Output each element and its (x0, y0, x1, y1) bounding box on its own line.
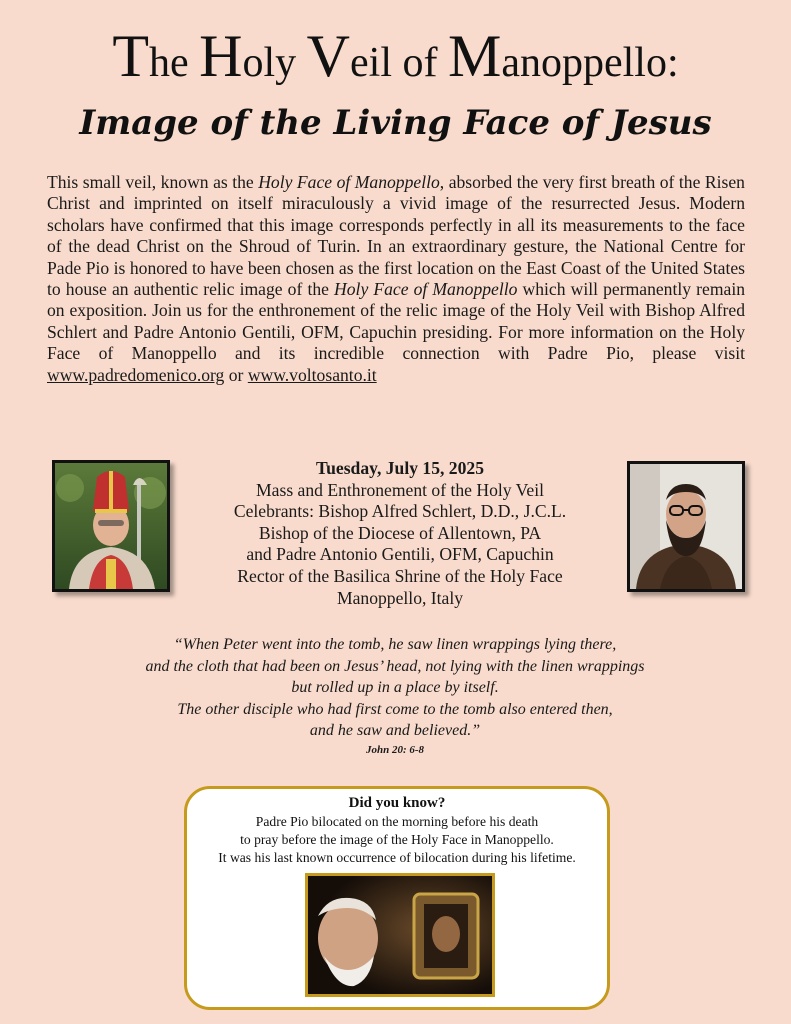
title-word-holy: oly (242, 40, 297, 86)
intro-text-1: This small veil, known as the (47, 172, 259, 192)
title-initial-v: V (306, 23, 351, 89)
title-word-the: he (149, 40, 189, 86)
quote-line-1: “When Peter went into the tomb, he saw linen wrappings lying there, (173, 636, 617, 653)
page-title (0, 23, 791, 89)
padre-pio-image (308, 876, 492, 994)
bishop-portrait (55, 463, 167, 589)
event-line-6: Manoppello, Italy (336, 587, 464, 608)
did-you-know-line-1: Padre Pio bilocated on the morning before his death (255, 814, 539, 829)
did-you-know-title: Did you know? (348, 795, 446, 811)
title-initial-h: H (199, 23, 243, 89)
quote-line-3: but rolled up in a place by itself. (291, 679, 499, 696)
title-word-manoppello: anoppello: (501, 40, 679, 86)
intro-text-3: which will permanently remain on exposition. Join us for the enthronement of the relic image of the Holy Veil with Bishop Alfred Schlert and Padre Antonio Gentili, OFM, Capuchin presiding. For more information on the Holy Face of Manoppello and its incredible connection with Padre Pio, please visit (47, 279, 745, 364)
intro-paragraph (47, 172, 745, 386)
padredomenico-link[interactable]: www.padredomenico.org (47, 364, 225, 385)
friar-portrait (630, 464, 742, 589)
quote-line-4: The other disciple who had first come to the tomb also entered then, (177, 700, 613, 718)
event-line-5: Rector of the Basilica Shrine of the Holy Face (237, 565, 563, 586)
title-word-veil-of: eil of (350, 40, 438, 86)
padre-pio-holy-face-photo (305, 873, 495, 997)
intro-holy-face-2: Holy Face of Manoppello (334, 279, 518, 300)
title-initial-t: T (112, 23, 149, 89)
event-line-4: and Padre Antonio Gentili, OFM, Capuchin (246, 544, 554, 565)
event-details (180, 458, 620, 609)
quote-line-2: and the cloth that had been on Jesus’ head, not lying with the linen wrappings (145, 657, 645, 675)
did-you-know-box (184, 786, 610, 1010)
quote-citation: John 20: 6-8 (365, 743, 425, 756)
event-date: Tuesday, July 15, 2025 (315, 458, 484, 478)
intro-holy-face-1: Holy Face of Manoppello (258, 172, 440, 192)
did-you-know-line-3: It was his last known occurrence of bilocation during his lifetime. (218, 850, 576, 865)
quote-line-5: and he saw and believed.” (309, 722, 481, 739)
bishop-photo (52, 460, 170, 592)
did-you-know-text (187, 813, 607, 867)
page-subtitle: Image of the Living Face of Jesus (79, 103, 712, 143)
voltosanto-link[interactable]: www.voltosanto.it (247, 364, 377, 385)
event-line-3: Bishop of the Diocese of Allentown, PA (258, 522, 542, 543)
title-initial-m: M (447, 23, 502, 89)
intro-text-2: , absorbed the very first breath of the Risen Christ and imprinted on itself miraculously a vivid image of the resurrected Jesus. Modern scholars have confirmed that this image corresponds perfectly in all its measurements to the face of the dead Christ on the Shroud of Turin. In an extraordinary gesture, the National Centre for Pade Pio is honored to have been chosen as the first location on the East Coast of the United States to house an authentic relic image of the (47, 172, 745, 300)
scripture-quote (80, 634, 710, 758)
friar-photo (627, 461, 745, 592)
event-line-2: Celebrants: Bishop Alfred Schlert, D.D., J.C.L. (233, 501, 567, 522)
intro-or: or (224, 364, 248, 385)
event-line-1: Mass and Enthronement of the Holy Veil (256, 479, 544, 500)
did-you-know-line-2: to pray before the image of the Holy Face in Manoppello. (240, 832, 554, 847)
